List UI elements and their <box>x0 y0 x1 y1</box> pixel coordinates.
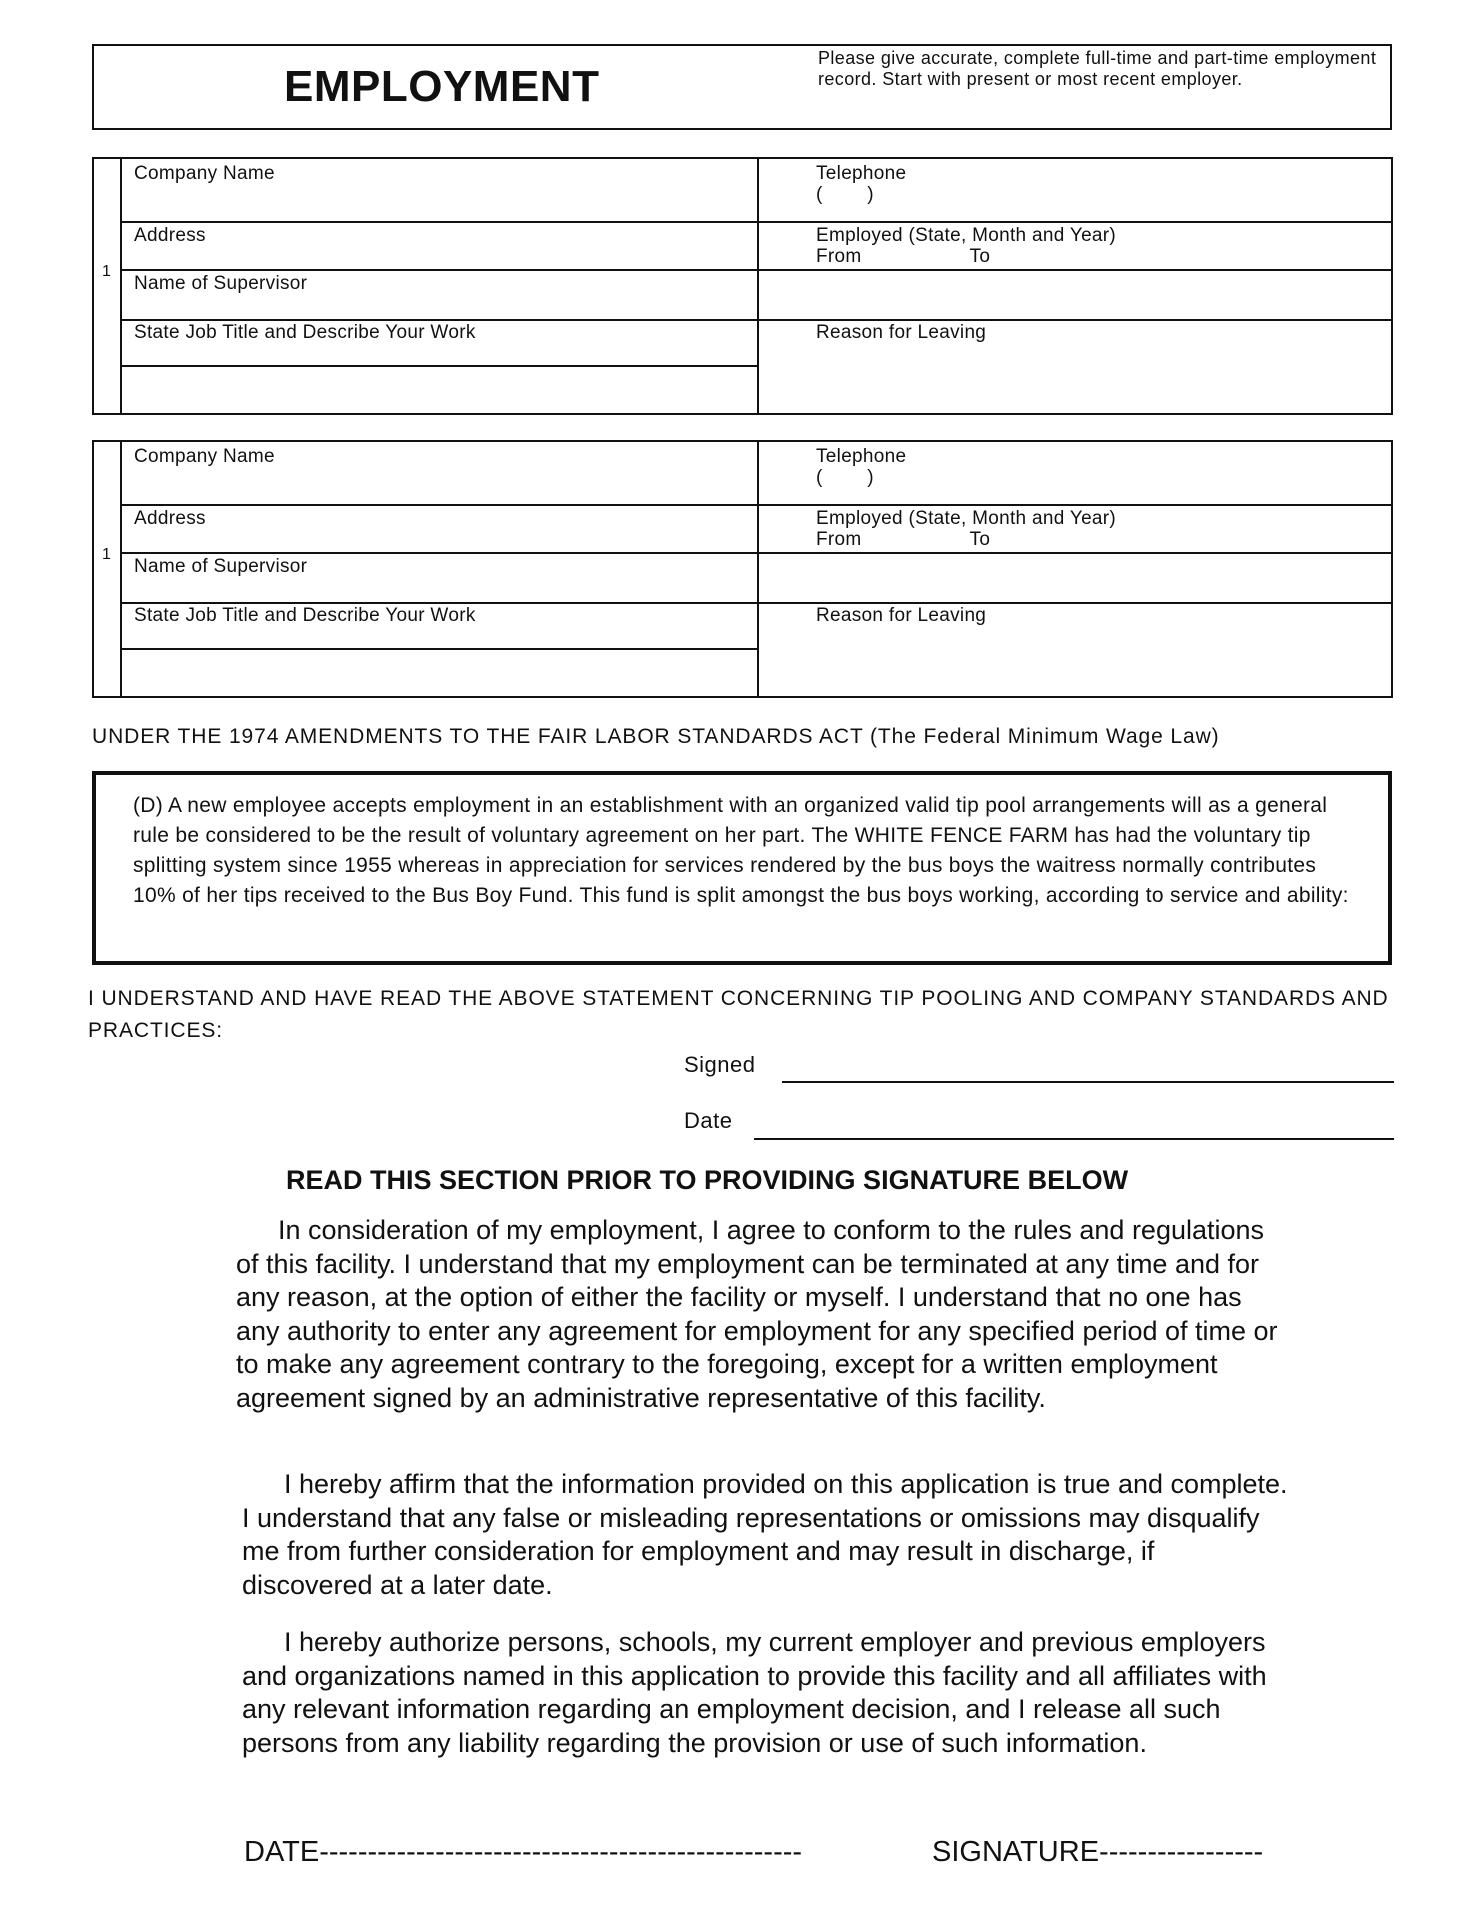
flsa-heading: UNDER THE 1974 AMENDMENTS TO THE FAIR LABOR STANDARDS ACT (The Federal Minimum Wage Law) <box>92 725 1220 748</box>
form-title: EMPLOYMENT <box>284 62 600 111</box>
affirmation-paragraph: I hereby affirm that the information provided on this application is true and complete. I understand that any false or misleading representations or omissions may disqualify me from further consideration for employment and may result in discharge, if discovered at a later date. <box>242 1469 1288 1600</box>
authorization-paragraph: I hereby authorize persons, schools, my current employer and previous employers and organizations named in this application to provide this facility and all affiliates with any relevant information regarding an employment decision, and I release all such persons from any liability regarding the provision or use of such information. <box>242 1627 1267 1758</box>
final-date-field[interactable]: DATE-------------------------------------------------- <box>244 1836 803 1868</box>
employed-dates-field[interactable] <box>816 225 1116 267</box>
from-label: From <box>816 246 862 267</box>
job-title-field[interactable]: State Job Title and Describe Your Work <box>134 322 476 343</box>
signed-line[interactable] <box>782 1081 1394 1083</box>
reason-for-leaving-field[interactable]: Reason for Leaving <box>816 605 987 626</box>
reason-for-leaving-field[interactable]: Reason for Leaving <box>816 322 987 343</box>
address-field[interactable]: Address <box>134 225 206 246</box>
employed-label: Employed (State, Month and Year) <box>816 508 1117 529</box>
signed-label: Signed <box>684 1052 756 1077</box>
final-signature-field[interactable]: SIGNATURE----------------- <box>932 1836 1264 1868</box>
to-label: To <box>969 246 991 267</box>
ack-date-line[interactable] <box>754 1138 1394 1140</box>
telephone-parens: ( ) <box>816 467 874 488</box>
employer-number: 1 <box>102 546 111 563</box>
consideration-paragraph: In consideration of my employment, I agree to conform to the rules and regulations of this facility. I understand that my employment can be terminated at any time and for any reason, at the option of either the facility or myself. I understand that no one has any authority to enter any agreement for employment for any specified period of time or to make any agreement contrary to the foregoing, except for a written employment agreement signed by an administrative representative of this facility. <box>236 1215 1278 1413</box>
telephone-parens: ( ) <box>816 184 874 205</box>
from-label: From <box>816 529 862 550</box>
address-field[interactable]: Address <box>134 508 206 529</box>
job-title-field[interactable]: State Job Title and Describe Your Work <box>134 605 476 626</box>
employed-label: Employed (State, Month and Year) <box>816 225 1117 246</box>
employer-block-1 <box>92 157 1393 415</box>
telephone-label: Telephone <box>816 446 907 467</box>
company-name-field[interactable]: Company Name <box>134 163 275 184</box>
employment-header <box>92 44 1392 130</box>
supervisor-field[interactable]: Name of Supervisor <box>134 556 308 577</box>
employed-dates-field[interactable] <box>816 508 1116 550</box>
supervisor-field[interactable]: Name of Supervisor <box>134 273 308 294</box>
telephone-label: Telephone <box>816 163 907 184</box>
to-label: To <box>969 529 991 550</box>
telephone-field[interactable] <box>816 163 906 205</box>
acknowledgement-text: I UNDERSTAND AND HAVE READ THE ABOVE STATEMENT CONCERNING TIP POOLING AND COMPANY STANDARDS AND PRACTICES: <box>88 987 1389 1042</box>
tip-pool-statement: (D) A new employee accepts employment in an establishment with an organized valid tip pool arrangements will as a general rule be considered to be the result of voluntary agreement on her part. The WHITE FENCE FARM has had the voluntary tip splitting system since 1955 whereas in appreciation for services rendered by the bus boys the waitress normally contributes 10% of her tips received to the Bus Boy Fund. This fund is split amongst the bus boys working, according to service and ability: <box>133 794 1349 907</box>
tip-pool-statement-box <box>92 771 1392 965</box>
company-name-field[interactable]: Company Name <box>134 446 275 467</box>
read-section-heading: READ THIS SECTION PRIOR TO PROVIDING SIGNATURE BELOW <box>286 1165 1129 1195</box>
ack-date-label: Date <box>684 1108 733 1133</box>
telephone-field[interactable] <box>816 446 906 488</box>
employer-block-2 <box>92 440 1393 698</box>
instructions-text: Please give accurate, complete full-time and part-time employment record. Start with present or most recent employer. <box>818 48 1377 89</box>
employer-number: 1 <box>102 263 111 280</box>
